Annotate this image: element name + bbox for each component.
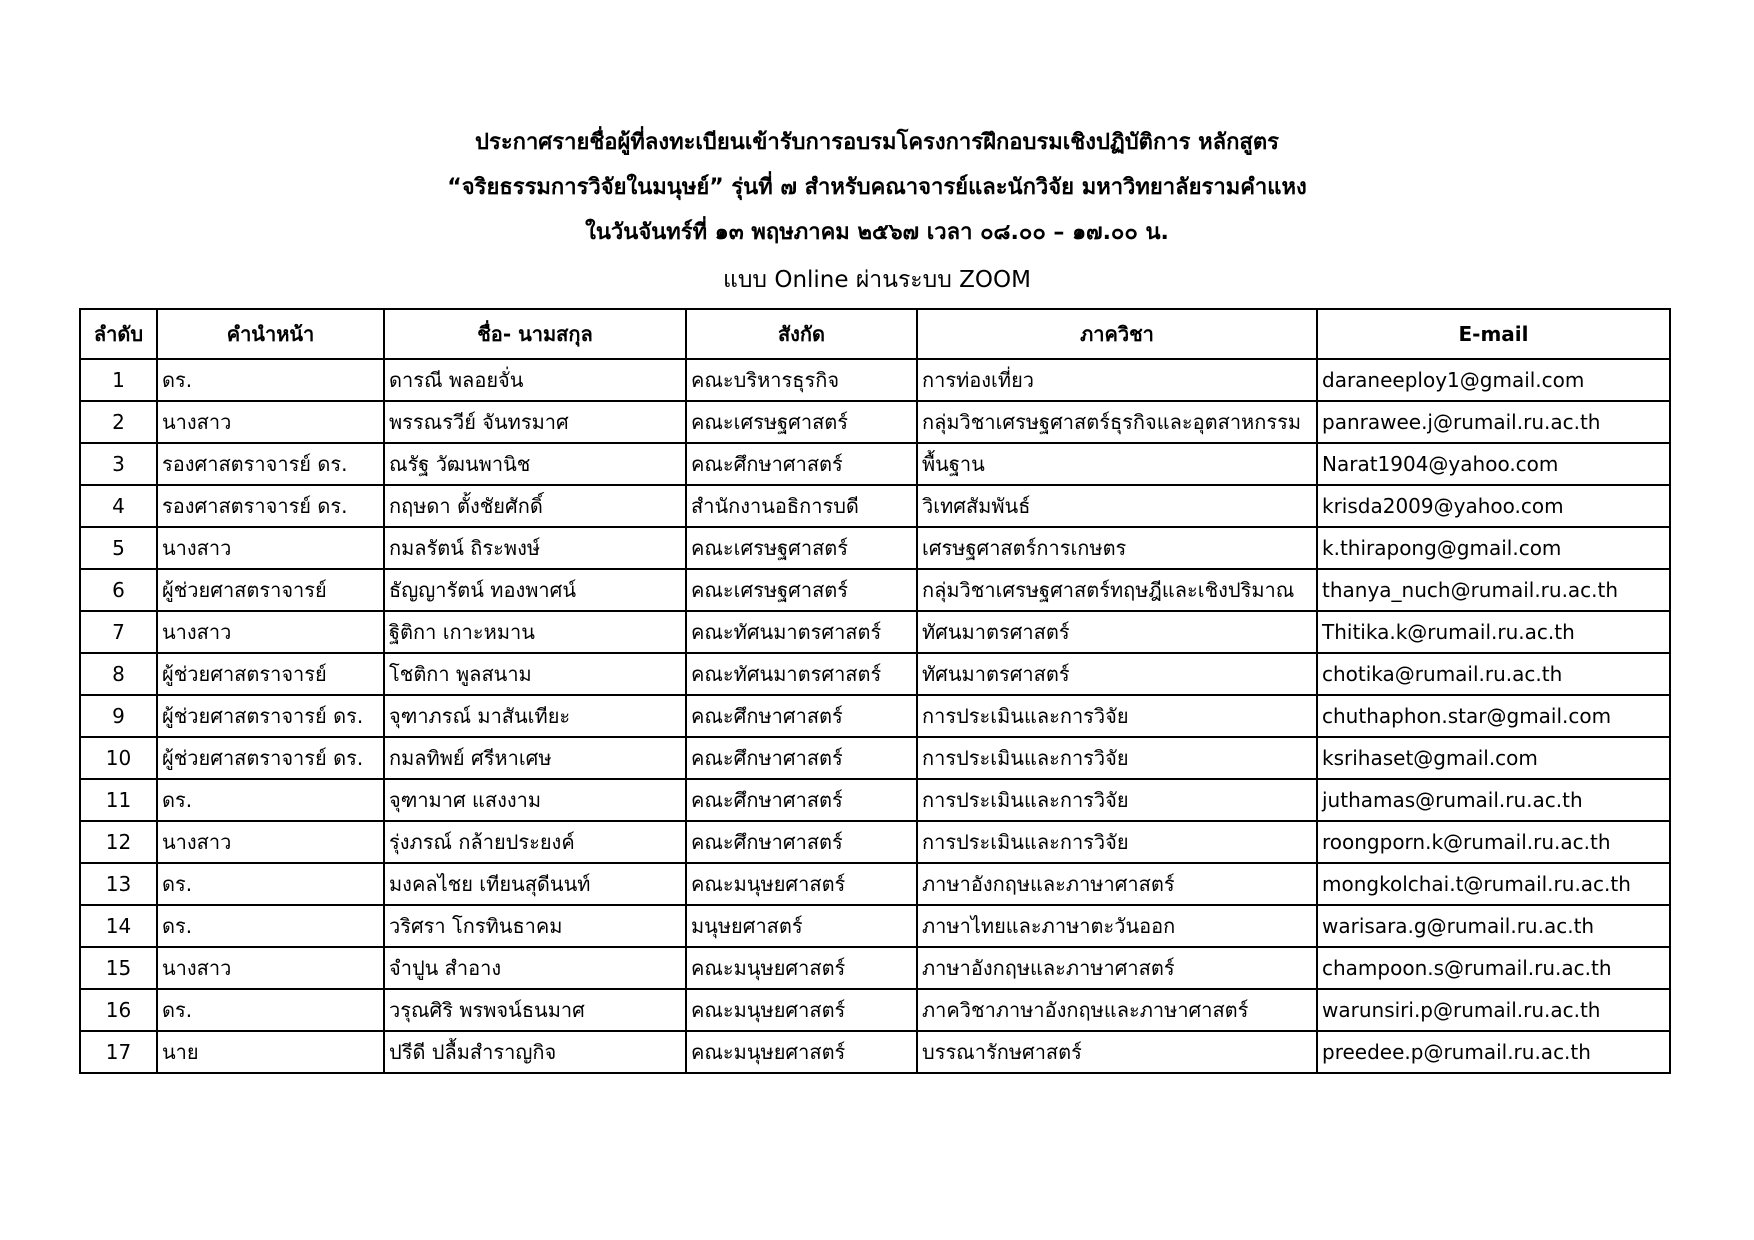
cell-full-name: จุฑามาศ แสงงาม <box>384 779 686 821</box>
cell-sequence: 6 <box>80 569 157 611</box>
cell-affiliation: คณะทัศนมาตรศาสตร์ <box>686 653 917 695</box>
course-title: “จริยธรรมการวิจัยในมนุษย์” รุ่นที่ ๗ สำหรับคณาจารย์และนักวิจัย มหาวิทยาลัยรามคำแหง <box>447 175 1307 200</box>
cell-department: ภาษาอังกฤษและภาษาศาสตร์ <box>917 947 1317 989</box>
cell-full-name: วรุณศิริ พรพจน์ธนมาศ <box>384 989 686 1031</box>
cell-title-prefix: นางสาว <box>157 947 384 989</box>
cell-email: juthamas@rumail.ru.ac.th <box>1317 779 1670 821</box>
cell-full-name: โชติกา พูลสนาม <box>384 653 686 695</box>
table-row <box>80 989 1670 1031</box>
cell-title-prefix: รองศาสตราจารย์ ดร. <box>157 443 384 485</box>
cell-full-name: จำปูน สำอาง <box>384 947 686 989</box>
cell-email: preedee.p@rumail.ru.ac.th <box>1317 1031 1670 1073</box>
cell-title-prefix: ผู้ช่วยศาสตราจารย์ <box>157 569 384 611</box>
table-row <box>80 359 1670 401</box>
table-body <box>80 359 1670 1073</box>
table-row <box>80 611 1670 653</box>
cell-title-prefix: นางสาว <box>157 527 384 569</box>
table-row <box>80 863 1670 905</box>
cell-email: mongkolchai.t@rumail.ru.ac.th <box>1317 863 1670 905</box>
cell-full-name: วริศรา โกรทินธาคม <box>384 905 686 947</box>
cell-title-prefix: ผู้ช่วยศาสตราจารย์ <box>157 653 384 695</box>
cell-affiliation: คณะศึกษาศาสตร์ <box>686 695 917 737</box>
cell-email: Thitika.k@rumail.ru.ac.th <box>1317 611 1670 653</box>
cell-email: daraneeploy1@gmail.com <box>1317 359 1670 401</box>
cell-full-name: ฐิติกา เกาะหมาน <box>384 611 686 653</box>
cell-department: กลุ่มวิชาเศรษฐศาสตร์ธุรกิจและอุตสาหกรรม <box>917 401 1317 443</box>
cell-sequence: 5 <box>80 527 157 569</box>
table-row <box>80 947 1670 989</box>
cell-email: panrawee.j@rumail.ru.ac.th <box>1317 401 1670 443</box>
announcement-title: ประกาศรายชื่อผู้ที่ลงทะเบียนเข้ารับการอบรมโครงการฝึกอบรมเชิงปฏิบัติการ หลักสูตร <box>475 130 1279 155</box>
cell-department: กลุ่มวิชาเศรษฐศาสตร์ทฤษฎีและเชิงปริมาณ <box>917 569 1317 611</box>
cell-sequence: 7 <box>80 611 157 653</box>
cell-affiliation: คณะเศรษฐศาสตร์ <box>686 569 917 611</box>
table-row <box>80 401 1670 443</box>
cell-sequence: 13 <box>80 863 157 905</box>
table-row <box>80 569 1670 611</box>
cell-department: การประเมินและการวิจัย <box>917 737 1317 779</box>
cell-full-name: กมลรัตน์ ถิระพงษ์ <box>384 527 686 569</box>
cell-email: krisda2009@yahoo.com <box>1317 485 1670 527</box>
column-header-full-name: ชื่อ- นามสกุล <box>384 309 686 359</box>
cell-email: ksrihaset@gmail.com <box>1317 737 1670 779</box>
cell-department: วิเทศสัมพันธ์ <box>917 485 1317 527</box>
cell-title-prefix: ดร. <box>157 359 384 401</box>
cell-affiliation: คณะมนุษยศาสตร์ <box>686 1031 917 1073</box>
cell-email: chuthaphon.star@gmail.com <box>1317 695 1670 737</box>
cell-title-prefix: รองศาสตราจารย์ ดร. <box>157 485 384 527</box>
cell-email: thanya_nuch@rumail.ru.ac.th <box>1317 569 1670 611</box>
cell-full-name: ดารณี พลอยจั่น <box>384 359 686 401</box>
cell-full-name: กมลทิพย์ ศรีหาเศษ <box>384 737 686 779</box>
cell-sequence: 10 <box>80 737 157 779</box>
table-row <box>80 443 1670 485</box>
cell-full-name: กฤษดา ตั้งชัยศักดิ์ <box>384 485 686 527</box>
cell-sequence: 14 <box>80 905 157 947</box>
cell-affiliation: คณะมนุษยศาสตร์ <box>686 947 917 989</box>
cell-affiliation: มนุษยศาสตร์ <box>686 905 917 947</box>
cell-affiliation: คณะศึกษาศาสตร์ <box>686 443 917 485</box>
cell-title-prefix: นางสาว <box>157 401 384 443</box>
cell-sequence: 15 <box>80 947 157 989</box>
cell-sequence: 16 <box>80 989 157 1031</box>
cell-sequence: 8 <box>80 653 157 695</box>
cell-department: ภาษาไทยและภาษาตะวันออก <box>917 905 1317 947</box>
cell-title-prefix: ดร. <box>157 905 384 947</box>
cell-department: การท่องเที่ยว <box>917 359 1317 401</box>
cell-sequence: 3 <box>80 443 157 485</box>
registrant-table <box>79 308 1671 1074</box>
cell-email: roongporn.k@rumail.ru.ac.th <box>1317 821 1670 863</box>
cell-department: ทัศนมาตรศาสตร์ <box>917 611 1317 653</box>
table-row <box>80 653 1670 695</box>
table-row <box>80 485 1670 527</box>
table-row <box>80 527 1670 569</box>
cell-full-name: ณรัฐ วัฒนพานิช <box>384 443 686 485</box>
table-row <box>80 821 1670 863</box>
cell-full-name: ธัญญารัตน์ ทองพาศน์ <box>384 569 686 611</box>
cell-sequence: 12 <box>80 821 157 863</box>
table-row <box>80 737 1670 779</box>
cell-sequence: 1 <box>80 359 157 401</box>
column-header-title-prefix: คำนำหน้า <box>157 309 384 359</box>
cell-title-prefix: ผู้ช่วยศาสตราจารย์ ดร. <box>157 695 384 737</box>
cell-full-name: พรรณรวีย์ จันทรมาศ <box>384 401 686 443</box>
column-header-sequence: ลำดับ <box>80 309 157 359</box>
cell-department: เศรษฐศาสตร์การเกษตร <box>917 527 1317 569</box>
table-row <box>80 905 1670 947</box>
cell-sequence: 4 <box>80 485 157 527</box>
cell-department: การประเมินและการวิจัย <box>917 821 1317 863</box>
cell-affiliation: คณะศึกษาศาสตร์ <box>686 737 917 779</box>
cell-affiliation: สำนักงานอธิการบดี <box>686 485 917 527</box>
cell-sequence: 11 <box>80 779 157 821</box>
cell-title-prefix: นางสาว <box>157 611 384 653</box>
column-header-affiliation: สังกัด <box>686 309 917 359</box>
table-row <box>80 695 1670 737</box>
cell-title-prefix: ผู้ช่วยศาสตราจารย์ ดร. <box>157 737 384 779</box>
cell-email: warunsiri.p@rumail.ru.ac.th <box>1317 989 1670 1031</box>
column-header-email: E-mail <box>1317 309 1670 359</box>
cell-title-prefix: นาย <box>157 1031 384 1073</box>
cell-sequence: 17 <box>80 1031 157 1073</box>
cell-department: พื้นฐาน <box>917 443 1317 485</box>
cell-email: Narat1904@yahoo.com <box>1317 443 1670 485</box>
cell-department: ภาควิชาภาษาอังกฤษและภาษาศาสตร์ <box>917 989 1317 1031</box>
cell-title-prefix: นางสาว <box>157 821 384 863</box>
table-header-row <box>80 309 1670 359</box>
cell-sequence: 2 <box>80 401 157 443</box>
cell-affiliation: คณะศึกษาศาสตร์ <box>686 779 917 821</box>
cell-email: k.thirapong@gmail.com <box>1317 527 1670 569</box>
table-row <box>80 1031 1670 1073</box>
cell-title-prefix: ดร. <box>157 989 384 1031</box>
cell-affiliation: คณะเศรษฐศาสตร์ <box>686 401 917 443</box>
cell-full-name: รุ่งภรณ์ กล้ายประยงค์ <box>384 821 686 863</box>
cell-affiliation: คณะเศรษฐศาสตร์ <box>686 527 917 569</box>
cell-email: chotika@rumail.ru.ac.th <box>1317 653 1670 695</box>
cell-affiliation: คณะทัศนมาตรศาสตร์ <box>686 611 917 653</box>
cell-full-name: มงคลไชย เทียนสุดีนนท์ <box>384 863 686 905</box>
cell-full-name: ปรีดี ปลื้มสำราญกิจ <box>384 1031 686 1073</box>
cell-affiliation: คณะมนุษยศาสตร์ <box>686 863 917 905</box>
column-header-department: ภาควิชา <box>917 309 1317 359</box>
cell-department: ภาษาอังกฤษและภาษาศาสตร์ <box>917 863 1317 905</box>
cell-title-prefix: ดร. <box>157 779 384 821</box>
event-date-time: ในวันจันทร์ที่ ๑๓ พฤษภาคม ๒๕๖๗ เวลา ๐๘.๐๐ – ๑๗.๐๐ น. <box>585 220 1169 245</box>
cell-affiliation: คณะมนุษยศาสตร์ <box>686 989 917 1031</box>
cell-title-prefix: ดร. <box>157 863 384 905</box>
cell-full-name: จุฑาภรณ์ มาสันเทียะ <box>384 695 686 737</box>
cell-email: champoon.s@rumail.ru.ac.th <box>1317 947 1670 989</box>
cell-department: บรรณารักษศาสตร์ <box>917 1031 1317 1073</box>
cell-sequence: 9 <box>80 695 157 737</box>
cell-department: การประเมินและการวิจัย <box>917 695 1317 737</box>
cell-affiliation: คณะบริหารธุรกิจ <box>686 359 917 401</box>
event-format: แบบ Online ผ่านระบบ ZOOM <box>723 267 1031 293</box>
cell-department: การประเมินและการวิจัย <box>917 779 1317 821</box>
cell-department: ทัศนมาตรศาสตร์ <box>917 653 1317 695</box>
table-row <box>80 779 1670 821</box>
cell-email: warisara.g@rumail.ru.ac.th <box>1317 905 1670 947</box>
cell-affiliation: คณะศึกษาศาสตร์ <box>686 821 917 863</box>
